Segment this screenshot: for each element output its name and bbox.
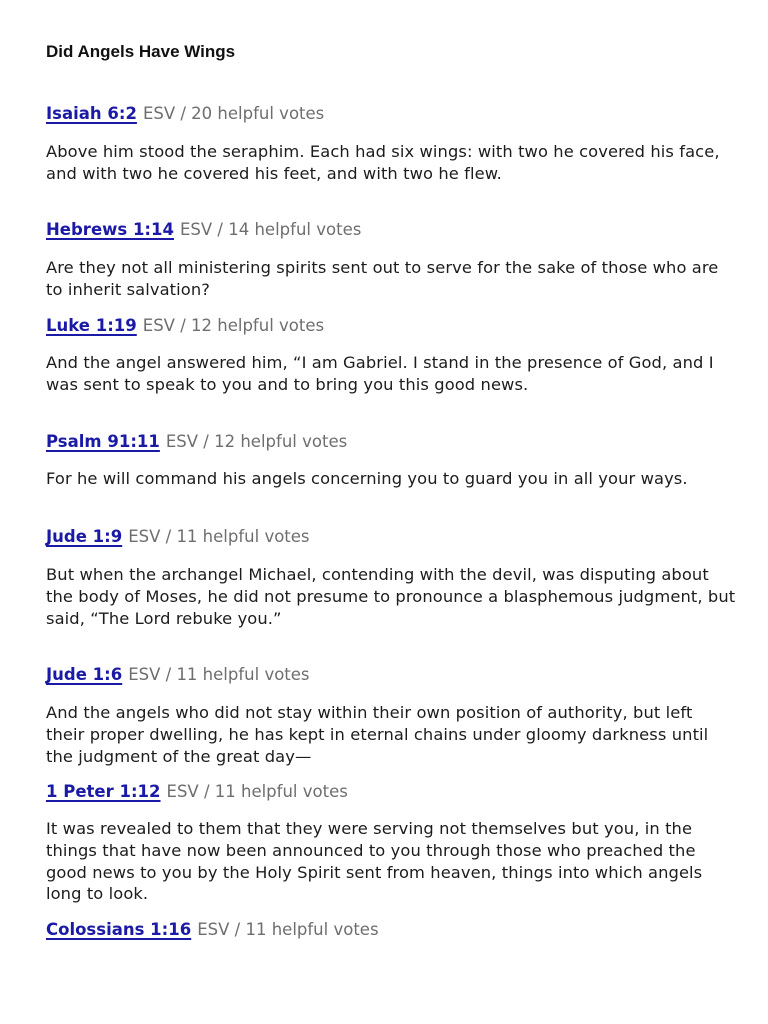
verse-text: And the angel answered him, “I am Gabriel. I stand in the presence of God, and I was sent to speak to you and to bring you this good news.: [46, 353, 714, 394]
verse-reference-row: [46, 315, 324, 337]
verse-reference-row: [46, 103, 324, 125]
verse-meta: ESV / 14 helpful votes: [180, 220, 362, 239]
verse-meta: ESV / 12 helpful votes: [142, 316, 325, 335]
verse-meta: ESV / 11 helpful votes: [128, 527, 310, 546]
verse-text: For he will command his angels concerning you to guard you in all your ways.: [46, 469, 688, 488]
verse-reference-link[interactable]: Jude 1:6: [46, 665, 123, 684]
verse-reference-link[interactable]: Jude 1:9: [46, 527, 123, 546]
verse-text: But when the archangel Michael, contending with the devil, was disputing about the body of Moses, he did not presume to pronounce a blasphemous judgment, but said, “The Lord rebuke you.”: [46, 565, 736, 628]
verse-reference-link[interactable]: Psalm 91:11: [46, 432, 160, 451]
verse-reference-link[interactable]: Luke 1:19: [46, 316, 137, 335]
verse-reference-row: [46, 664, 310, 686]
verse-meta: ESV / 20 helpful votes: [142, 104, 325, 123]
verse-reference-link[interactable]: Hebrews 1:14: [46, 220, 174, 239]
verse-reference-row: [46, 526, 310, 548]
page-title: Did Angels Have Wings: [46, 42, 236, 61]
verse-meta: ESV / 11 helpful votes: [166, 782, 348, 801]
verse-text: And the angels who did not stay within their own position of authority, but left their proper dwelling, he has kept in eternal chains under gloomy darkness until the judgment of the great day—: [46, 703, 709, 766]
verse-reference-link[interactable]: 1 Peter 1:12: [46, 782, 161, 801]
verse-reference-link[interactable]: Isaiah 6:2: [46, 104, 137, 123]
verse-text: Above him stood the seraphim. Each had six wings: with two he covered his face, and with two he covered his feet, and with two he flew.: [46, 142, 720, 183]
verse-text: Are they not all ministering spirits sent out to serve for the sake of those who are to inherit salvation?: [46, 258, 719, 299]
verse-reference-row: [46, 781, 348, 803]
verse-reference-row: [46, 219, 361, 241]
verse-reference-row: [46, 919, 379, 941]
verse-meta: ESV / 11 helpful votes: [197, 920, 379, 939]
verse-reference-link[interactable]: Colossians 1:16: [46, 920, 192, 939]
verse-meta: ESV / 12 helpful votes: [165, 432, 348, 451]
verse-reference-row: [46, 431, 347, 453]
verse-meta: ESV / 11 helpful votes: [128, 665, 310, 684]
verse-text: It was revealed to them that they were serving not themselves but you, in the things that have now been announced to you through those who preached the good news to you by the Holy Spirit sent from heaven, things into which angels long to look.: [46, 819, 703, 904]
